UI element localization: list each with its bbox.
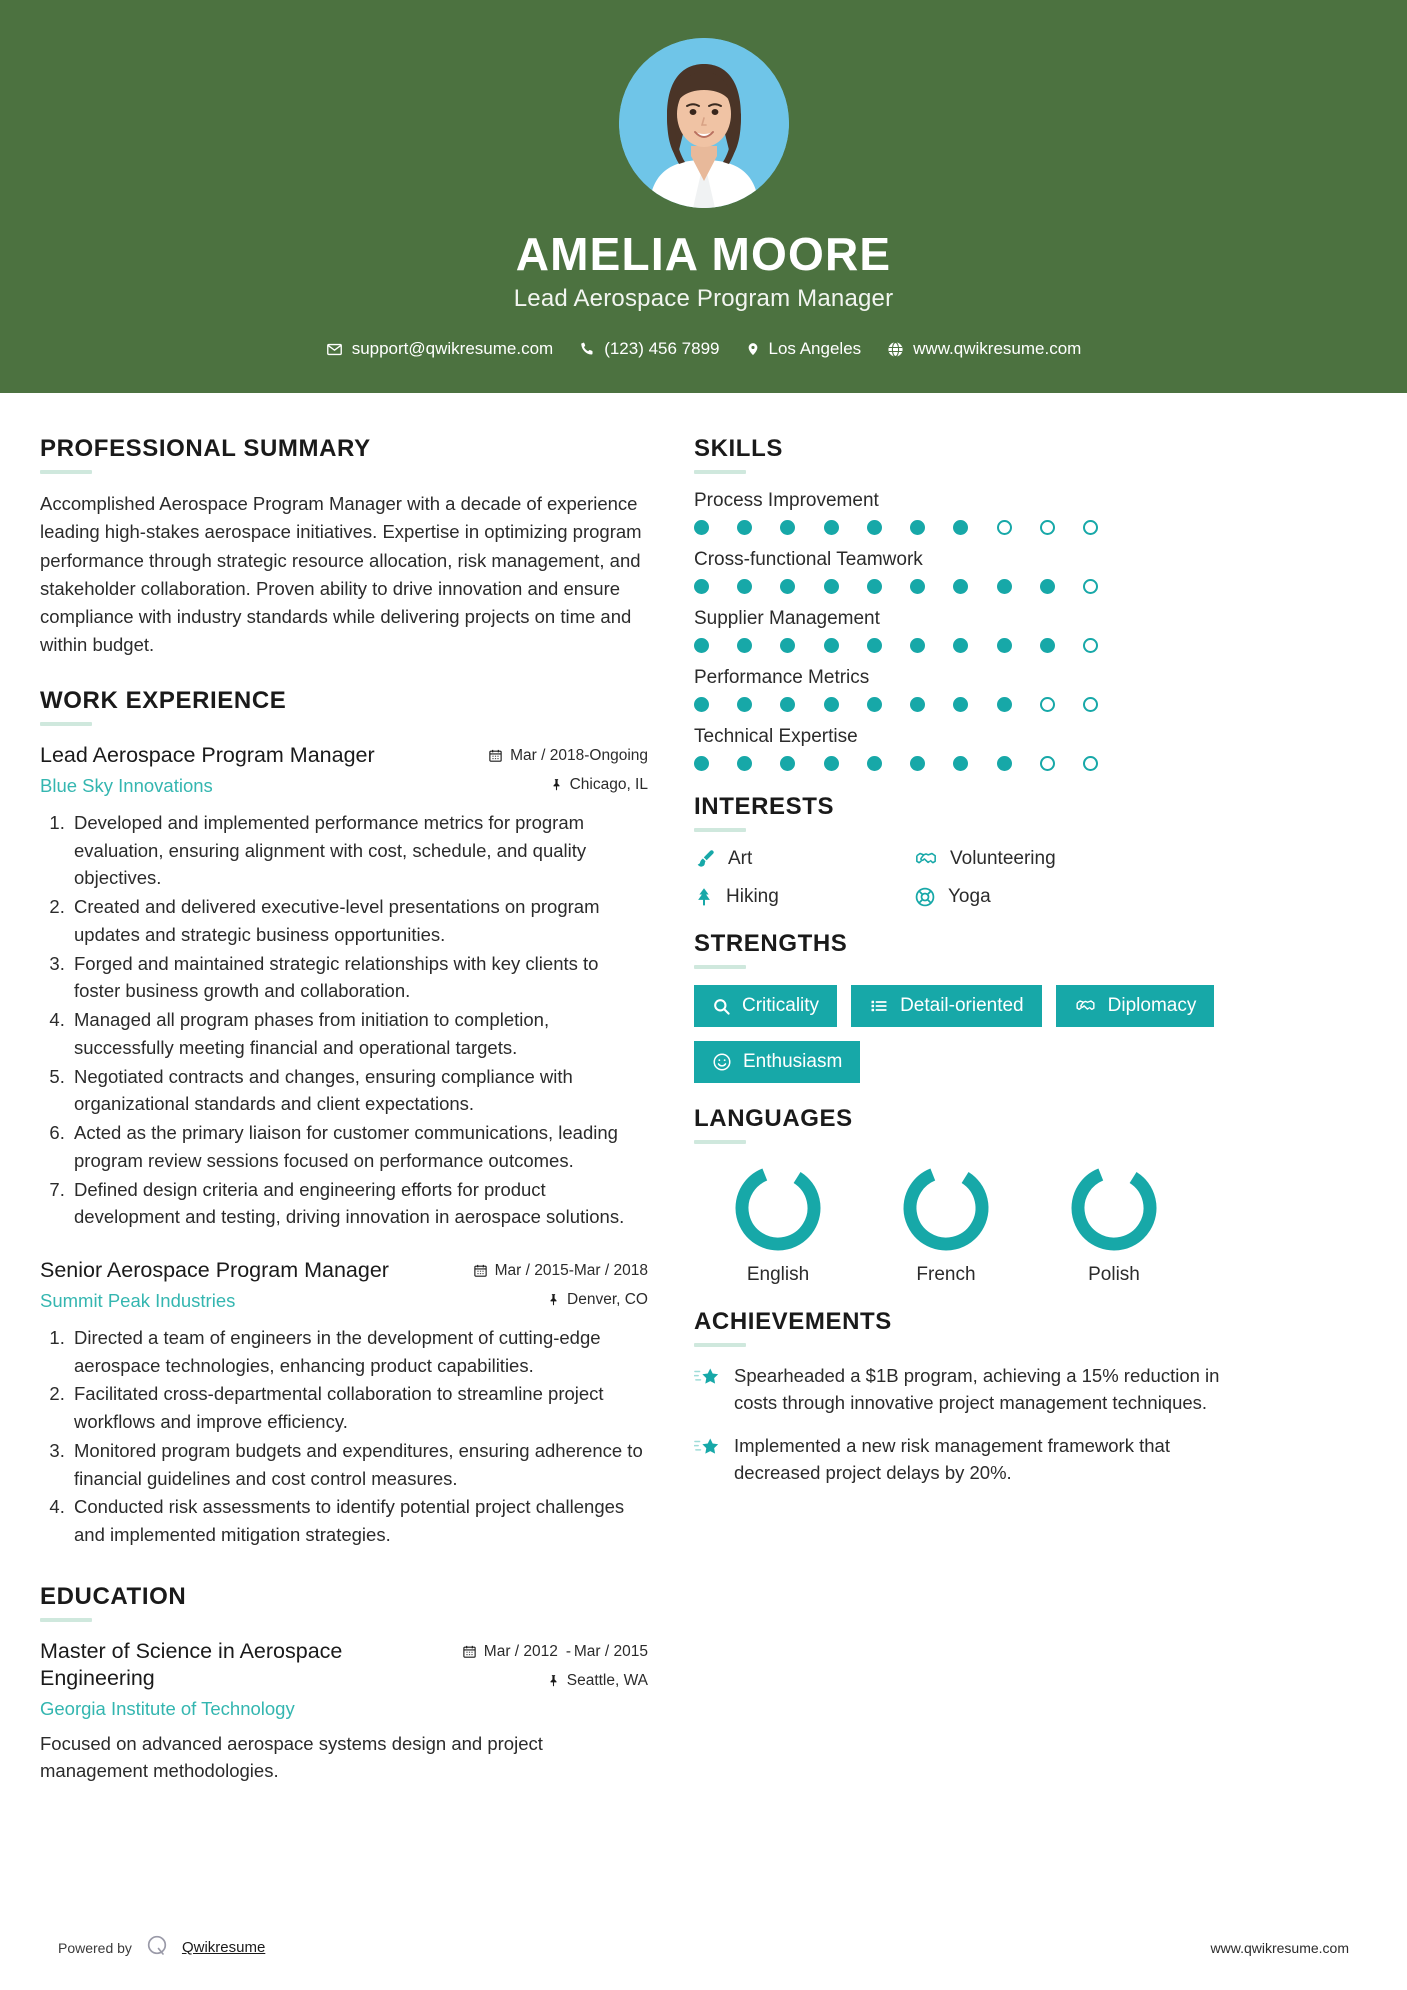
resume-header [0,0,1407,393]
tree-icon [694,886,714,908]
section-skills [694,435,1239,771]
work-bullets [40,1324,648,1549]
skill-dot-filled [997,638,1012,653]
section-title: SKILLS [694,435,783,463]
section-languages [694,1105,1239,1286]
strengths-grid [694,985,1239,1083]
skill-row [694,549,1239,594]
education-entry [40,1638,648,1785]
skill-dot-filled [1040,579,1055,594]
education-date [462,1642,648,1661]
strength-enthusiasm [694,1041,860,1083]
list-item: 1. Directed a team of engineers in the development of cutting-edge aerospace technologies, enhancing product capabilities. [70,1324,648,1380]
skill-dot-empty [1083,520,1098,535]
skill-name: Cross-functional Teamwork [694,549,923,571]
skill-dot-filled [867,579,882,594]
strength-diplomacy [1056,985,1215,1027]
lifebuoy-icon [914,886,936,908]
section-professional-summary [40,435,648,659]
section-achievements [694,1308,1239,1486]
work-bullets [40,809,648,1231]
avatar-photo-icon [619,38,789,208]
work-date [473,1261,648,1280]
strength-label: Detail-oriented [900,995,1024,1017]
skill-rating [694,520,1098,535]
location-pin-icon [746,340,760,358]
language-progress-ring [898,1160,994,1256]
skill-dot-filled [1040,638,1055,653]
skill-dot-filled [694,638,709,653]
skill-dot-filled [910,756,925,771]
skill-rating [694,638,1098,653]
skill-dot-filled [780,697,795,712]
phone-icon [579,341,595,357]
skill-dot-filled [737,756,752,771]
work-location [480,775,648,794]
section-title: INTERESTS [694,793,835,821]
section-rule [40,722,92,726]
calendar-icon [462,1642,477,1659]
list-item: 4. Managed all program phases from initiation to completion, successfully meeting financial and operational targets. [70,1006,648,1062]
skill-dot-empty [1040,520,1055,535]
language-progress-ring [1066,1160,1162,1256]
skill-dot-filled [824,697,839,712]
skill-dot-filled [910,579,925,594]
skill-dot-filled [953,697,968,712]
section-work-experience [40,687,648,1549]
section-title: LANGUAGES [694,1105,853,1133]
contact-phone-text: (123) 456 7899 [604,339,720,359]
footer-brand-link[interactable]: Qwikresume [181,1939,266,1956]
globe-icon [887,341,904,358]
smiley-icon [712,1052,732,1072]
list-icon [869,997,889,1015]
work-location-text: Chicago, IL [569,776,648,794]
skill-name: Performance Metrics [694,667,870,689]
language-item [1030,1160,1198,1286]
handshake-icon [1074,996,1097,1016]
education-date-end: - Mar / 2015 [574,1642,648,1661]
skill-dot-filled [953,579,968,594]
work-entry [40,742,648,1231]
skill-dot-filled [737,638,752,653]
skill-dot-filled [910,697,925,712]
interests-grid [694,848,1239,908]
list-item: 1. Developed and implemented performance metrics for program evaluation, ensuring alignment with cost, schedule, and quality objectives. [70,809,648,892]
skill-row [694,667,1239,712]
language-name: French [916,1264,976,1286]
interest-volunteering [914,848,1239,870]
education-degree: Master of Science in Aerospace Engineering [40,1638,343,1690]
skill-dot-filled [997,756,1012,771]
skill-dot-filled [780,638,795,653]
section-education [40,1583,648,1785]
skill-dot-empty [1083,638,1098,653]
envelope-icon [326,341,343,358]
skill-dot-filled [737,520,752,535]
section-rule [40,1618,92,1622]
skill-dot-filled [737,579,752,594]
pushpin-icon [547,1671,560,1688]
contact-website-text: www.qwikresume.com [913,339,1082,359]
skill-dot-empty [1040,697,1055,712]
resume-body [0,393,1407,1791]
section-title: WORK EXPERIENCE [40,686,287,714]
skill-dot-empty [1083,756,1098,771]
education-location [462,1671,648,1690]
skill-row [694,608,1239,653]
right-column [694,435,1239,1502]
contact-location [746,339,862,359]
skill-dot-filled [780,579,795,594]
achievement-text: Implemented a new risk management framework that decreased project delays by 20%. [734,1434,1170,1483]
contact-email[interactable] [326,339,554,359]
skill-dot-empty [997,520,1012,535]
skill-dot-filled [953,756,968,771]
list-item: 3. Monitored program budgets and expenditures, ensuring adherence to financial guidelines and cost control measures. [70,1437,648,1493]
strength-label: Criticality [742,995,820,1017]
pushpin-icon [550,775,563,792]
work-company: Blue Sky Innovations [40,774,213,796]
section-rule [694,965,746,969]
work-role: Lead Aerospace Program Manager [40,742,375,767]
contact-row [0,339,1407,359]
section-rule [40,470,92,474]
footer-website: www.qwikresume.com [1210,1939,1349,1956]
language-item [694,1160,862,1286]
skill-dot-filled [910,638,925,653]
education-school: Georgia Institute of Technology [40,1697,295,1719]
contact-email-text: support@qwikresume.com [351,339,554,359]
language-progress-ring [730,1160,826,1256]
contact-phone[interactable] [579,339,719,359]
interest-label: Hiking [726,886,779,908]
pushpin-icon [547,1290,560,1307]
work-company: Summit Peak Industries [40,1289,236,1311]
language-item [862,1160,1030,1286]
skills-list [694,490,1239,771]
skill-dot-filled [910,520,925,535]
skill-dot-filled [953,638,968,653]
skill-dot-filled [694,697,709,712]
header-job-title: Lead Aerospace Program Manager [513,285,894,313]
education-location-text: Seattle, WA [566,1672,648,1690]
languages-grid [694,1160,1239,1286]
education-date-start: Mar / 2012 [483,1642,558,1660]
skill-dot-filled [694,520,709,535]
interest-hiking [694,886,904,908]
interest-yoga [914,886,1239,908]
contact-website[interactable] [887,339,1081,359]
skill-dot-empty [1083,697,1098,712]
handshake-icon [914,848,938,870]
interest-label: Yoga [948,886,991,908]
list-item: 2. Facilitated cross-departmental collaboration to streamline project workflows and improve efficiency. [70,1380,648,1436]
skill-dot-filled [824,638,839,653]
list-item: 6. Acted as the primary liaison for customer communications, leading program review sessions focused on performance outcomes. [70,1119,648,1175]
page-title: AMELIA MOORE [515,228,892,280]
work-entry [40,1257,648,1549]
section-strengths [694,930,1239,1083]
section-title: STRENGTHS [694,930,848,958]
interest-art [694,848,904,870]
calendar-icon [473,1261,488,1278]
star-badge-icon [694,1363,720,1390]
skill-dot-filled [867,638,882,653]
footer-powered-label: Powered by [58,1939,132,1956]
list-item: 7. Defined design criteria and engineering efforts for product development and testing, driving innovation in aerospace solutions. [70,1176,648,1232]
paintbrush-icon [694,848,716,870]
strength-criticality [694,985,837,1027]
work-date [480,746,648,765]
skill-dot-filled [824,520,839,535]
skill-name: Process Improvement [694,490,879,512]
skill-dot-filled [824,579,839,594]
skill-dot-filled [694,756,709,771]
work-date-text: Mar / 2018-Ongoing [510,746,648,764]
skill-dot-filled [737,697,752,712]
skill-dot-filled [867,520,882,535]
qwikresume-logo-icon [144,1933,170,1962]
achievement-item [694,1363,1239,1417]
work-date-text: Mar / 2015-Mar / 2018 [494,1262,648,1280]
skill-dot-filled [780,756,795,771]
skill-rating [694,579,1098,594]
skill-dot-filled [780,520,795,535]
work-location [473,1290,648,1309]
list-item: 5. Negotiated contracts and changes, ensuring compliance with organizational standards and client expectations. [70,1063,648,1119]
skill-dot-filled [953,520,968,535]
strength-detail-oriented [851,985,1042,1027]
skill-name: Technical Expertise [694,726,858,748]
skill-dot-filled [997,697,1012,712]
education-description: Focused on advanced aerospace systems design and project management methodologies. [40,1732,543,1782]
contact-location-text: Los Angeles [768,339,862,359]
achievement-text: Spearheaded a $1B program, achieving a 15% reduction in costs through innovative project management techniques. [734,1365,1220,1414]
search-icon [712,997,731,1016]
language-name: English [746,1264,810,1286]
work-role: Senior Aerospace Program Manager [40,1258,389,1283]
star-badge-icon [694,1433,720,1460]
section-title: PROFESSIONAL SUMMARY [40,435,371,463]
interest-label: Volunteering [950,848,1056,870]
skill-dot-filled [694,579,709,594]
skill-dot-filled [824,756,839,771]
skill-name: Supplier Management [694,608,880,630]
interest-label: Art [728,848,753,870]
language-name: Polish [1088,1264,1140,1286]
section-title: ACHIEVEMENTS [694,1308,892,1336]
list-item: 4. Conducted risk assessments to identify potential project challenges and implemented mitigation strategies. [70,1493,648,1549]
skill-row [694,490,1239,535]
work-location-text: Denver, CO [567,1291,648,1309]
section-rule [694,1140,746,1144]
section-rule [694,828,746,832]
strength-label: Enthusiasm [743,1051,843,1073]
skill-row [694,726,1239,771]
avatar [619,38,789,208]
skill-dot-filled [867,697,882,712]
achievement-item [694,1433,1239,1487]
skill-rating [694,697,1098,712]
list-item: 2. Created and delivered executive-level presentations on program updates and strategic business opportunities. [70,893,648,949]
page-footer [0,1933,1407,1962]
skill-dot-filled [997,579,1012,594]
section-rule [694,470,746,474]
skill-dot-empty [1083,579,1098,594]
list-item: 3. Forged and maintained strategic relationships with key clients to foster business growth and collaboration. [70,950,648,1006]
skill-dot-empty [1040,756,1055,771]
left-column [40,435,648,1791]
section-rule [694,1343,746,1347]
skill-dot-filled [867,756,882,771]
section-title: EDUCATION [40,1582,187,1610]
footer-powered-by [58,1933,265,1962]
strength-label: Diplomacy [1107,995,1197,1017]
calendar-icon [488,746,503,763]
summary-text: Accomplished Aerospace Program Manager with a decade of experience leading high-stakes aerospace initiatives. Expertise in optimizing program performance through strategic resource allocation, risk management, and stakeholder collaboration. Proven ability to drive innovation and ensure compliance with industry standards while delivering projects on time and within budget. [40,493,642,655]
section-interests [694,793,1239,908]
skill-rating [694,756,1098,771]
